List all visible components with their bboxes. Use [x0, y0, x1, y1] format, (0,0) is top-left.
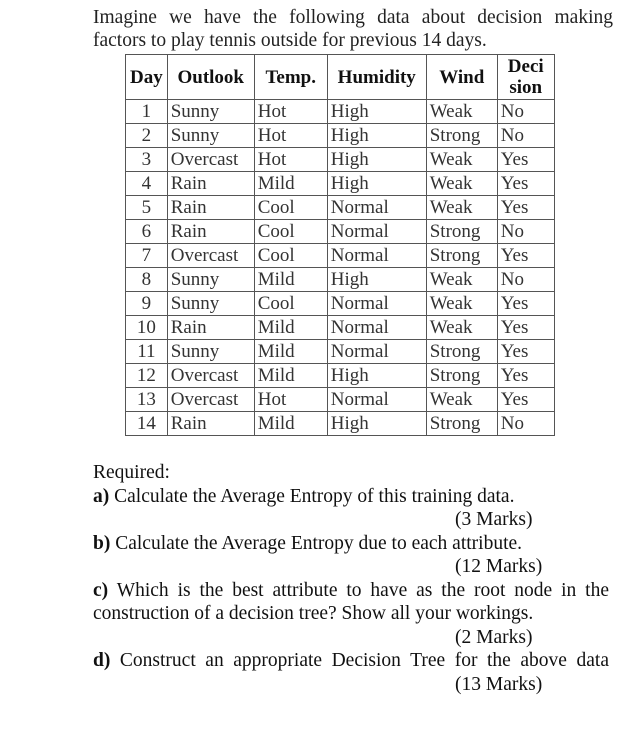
decision-cell: No [497, 220, 554, 244]
wind-cell: Strong [426, 340, 497, 364]
question-d-marks: (13 Marks) [455, 673, 543, 695]
question-d-label: d) [93, 650, 111, 671]
temp-cell: Cool [254, 220, 327, 244]
humidity-cell: Normal [327, 244, 426, 268]
day-cell: 2 [126, 124, 168, 148]
outlook-cell: Rain [167, 220, 254, 244]
question-a-marks: (3 Marks) [455, 509, 533, 530]
wind-cell: Strong [426, 124, 497, 148]
wind-cell: Weak [426, 388, 497, 412]
decision-cell: Yes [497, 388, 554, 412]
day-cell: 3 [126, 148, 168, 172]
table-header-row [126, 55, 555, 100]
outlook-cell: Overcast [167, 388, 254, 412]
humidity-cell: Normal [327, 340, 426, 364]
humidity-cell: High [327, 268, 426, 292]
humidity-cell: Normal [327, 292, 426, 316]
day-cell: 11 [126, 340, 168, 364]
table-row [126, 292, 555, 316]
temp-cell: Cool [254, 292, 327, 316]
header-outlook: Outlook [167, 55, 254, 100]
day-cell: 12 [126, 364, 168, 388]
outlook-cell: Sunny [167, 268, 254, 292]
question-a-label: a) [93, 485, 110, 507]
outlook-cell: Sunny [167, 340, 254, 364]
wind-cell: Weak [426, 172, 497, 196]
wind-cell: Weak [426, 292, 497, 316]
question-c-line-2: construction of a decision tree? Show all your workings. [93, 603, 534, 624]
temp-cell: Hot [254, 388, 327, 412]
wind-cell: Weak [426, 148, 497, 172]
temp-cell: Hot [254, 124, 327, 148]
header-decision-part-1: Deci [507, 56, 544, 77]
decision-cell: Yes [497, 244, 554, 268]
question-b-text: Calculate the Average Entropy due to each attribute. [110, 532, 523, 554]
header-decision-part-2: sion [509, 77, 543, 98]
table-body [126, 100, 555, 436]
humidity-cell: High [327, 100, 426, 124]
table-row [126, 364, 555, 388]
header-temp: Temp. [254, 55, 327, 100]
humidity-cell: High [327, 412, 426, 436]
header-decision [497, 55, 554, 100]
temp-cell: Mild [254, 316, 327, 340]
decision-cell: No [497, 412, 554, 436]
table-row [126, 388, 555, 412]
wind-cell: Weak [426, 196, 497, 220]
table-row [126, 172, 555, 196]
outlook-cell: Overcast [167, 148, 254, 172]
humidity-cell: Normal [327, 388, 426, 412]
day-cell: 7 [126, 244, 168, 268]
temp-cell: Hot [254, 100, 327, 124]
temp-cell: Mild [254, 340, 327, 364]
wind-cell: Strong [426, 220, 497, 244]
wind-cell: Strong [426, 412, 497, 436]
table-row [126, 316, 555, 340]
question-b-label: b) [93, 532, 111, 554]
header-day: Day [126, 55, 168, 100]
outlook-cell: Overcast [167, 364, 254, 388]
table-row [126, 100, 555, 124]
temp-cell: Mild [254, 364, 327, 388]
temp-cell: Mild [254, 412, 327, 436]
wind-cell: Strong [426, 244, 497, 268]
table-row [126, 340, 555, 364]
humidity-cell: High [327, 148, 426, 172]
decision-cell: Yes [497, 292, 554, 316]
day-cell: 9 [126, 292, 168, 316]
outlook-cell: Rain [167, 412, 254, 436]
table-row [126, 124, 555, 148]
outlook-cell: Rain [167, 172, 254, 196]
day-cell: 10 [126, 316, 168, 340]
decision-cell: Yes [497, 316, 554, 340]
required-heading: Required: [93, 462, 170, 483]
temp-cell: Mild [254, 172, 327, 196]
header-humidity: Humidity [327, 55, 426, 100]
decision-cell: No [497, 100, 554, 124]
temp-cell: Cool [254, 244, 327, 268]
question-c-text-1: Which is the best attribute to have as the root node in the [108, 579, 609, 601]
day-cell: 4 [126, 172, 168, 196]
intro-line-2: factors to play tennis outside for previous 14 days. [93, 30, 487, 51]
temp-cell: Mild [254, 268, 327, 292]
wind-cell: Strong [426, 364, 497, 388]
decision-cell: Yes [497, 148, 554, 172]
day-cell: 1 [126, 100, 168, 124]
tennis-data-table [125, 54, 555, 436]
table-row [126, 412, 555, 436]
table-row [126, 244, 555, 268]
table-row [126, 220, 555, 244]
humidity-cell: High [327, 364, 426, 388]
temp-cell: Hot [254, 148, 327, 172]
wind-cell: Weak [426, 268, 497, 292]
outlook-cell: Overcast [167, 244, 254, 268]
question-c-label: c) [93, 579, 109, 601]
humidity-cell: Normal [327, 196, 426, 220]
decision-cell: Yes [497, 364, 554, 388]
decision-cell: Yes [497, 196, 554, 220]
question-b-marks: (12 Marks) [455, 556, 543, 577]
question-c-line-1 [93, 579, 609, 603]
required-section [93, 461, 609, 696]
day-cell: 13 [126, 388, 168, 412]
day-cell: 5 [126, 196, 168, 220]
humidity-cell: High [327, 124, 426, 148]
table-row [126, 148, 555, 172]
outlook-cell: Rain [167, 316, 254, 340]
day-cell: 6 [126, 220, 168, 244]
day-cell: 8 [126, 268, 168, 292]
question-a-text: Calculate the Average Entropy of this training data. [109, 485, 515, 507]
table-row [126, 196, 555, 220]
question-c-marks: (2 Marks) [455, 626, 533, 648]
decision-cell: Yes [497, 172, 554, 196]
question-d-text: Construct an appropriate Decision Tree for the above data [110, 650, 609, 671]
day-cell: 14 [126, 412, 168, 436]
wind-cell: Weak [426, 316, 497, 340]
intro-line-1: Imagine we have the following data about decision making [93, 7, 613, 28]
table-row [126, 268, 555, 292]
humidity-cell: Normal [327, 220, 426, 244]
decision-cell: No [497, 268, 554, 292]
question-d [93, 649, 609, 673]
decision-cell: Yes [497, 340, 554, 364]
humidity-cell: High [327, 172, 426, 196]
humidity-cell: Normal [327, 316, 426, 340]
header-wind: Wind [426, 55, 497, 100]
outlook-cell: Sunny [167, 100, 254, 124]
question-b [93, 532, 609, 556]
outlook-cell: Sunny [167, 292, 254, 316]
decision-cell: No [497, 124, 554, 148]
outlook-cell: Sunny [167, 124, 254, 148]
question-a [93, 485, 609, 509]
intro-paragraph [93, 6, 613, 52]
wind-cell: Weak [426, 100, 497, 124]
temp-cell: Cool [254, 196, 327, 220]
outlook-cell: Rain [167, 196, 254, 220]
